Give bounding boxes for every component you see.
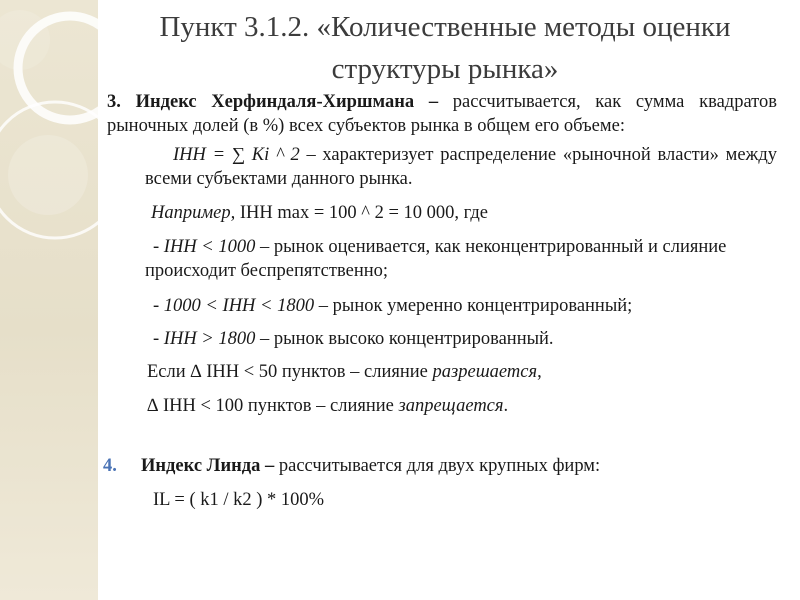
linda-heading: Индекс Линда – [141,456,275,476]
hhi-bullet-2-range: 1000 < IHH < 1800 [163,296,315,316]
hhi-example-label: Например, [151,203,236,223]
hhi-bullet-2-text: – рынок умеренно концентрированный; [314,296,633,316]
merger-rule-1-punct: , [537,362,542,382]
hhi-bullet-1-dash: - [153,237,164,257]
merger-rule-2-verdict: запрещается [398,396,504,416]
linda-number: 4. [103,456,117,476]
hhi-formula-description: – характеризует распределение «рыночной власти» между всеми субъектами данного рынка. [145,145,777,189]
hhi-bullet-2-dash: - [153,296,164,316]
hhi-bullet-3 [103,327,777,351]
hhi-example [103,201,777,225]
hhi-formula [103,143,777,191]
merger-rule-2 [103,394,777,418]
slide-title-line-1: Пункт 3.1.2. «Количественные методы оценки [159,11,731,43]
merger-rule-1-text: Если ∆ IHH < 50 пунктов – слияние [147,362,433,382]
hhi-bullet-1-text: – рынок оценивается, как неконцентрированный и слияние происходит беспрепятственно; [145,237,727,281]
hhi-bullet-1-range: IHH < 1000 [163,237,256,257]
spacer [103,418,777,454]
merger-rule-2-punct: . [503,396,509,416]
hhi-bullet-3-dash: - [153,329,164,349]
decorative-circles [0,0,98,600]
hhi-example-text: IHH max = 100 ^ 2 = 10 000, где [235,203,488,223]
linda-formula: IL = ( k1 / k2 ) * 100% [153,490,325,510]
hhi-bullet-1 [103,235,777,283]
hhi-definition-text: рассчитывается, как сумма квадратов рыночных долей (в %) всех субъектов рынка в общем его объеме: [107,92,777,136]
linda-definition [141,454,600,478]
merger-rule-2-text: ∆ IHH < 100 пунктов – слияние [147,396,399,416]
merger-rule-1 [103,360,777,384]
hhi-heading: 3. Индекс Херфиндаля-Хиршмана – [107,92,439,112]
decorative-sidebar [0,0,98,600]
slide-title [100,6,790,90]
linda-definition-text: рассчитывается для двух крупных фирм: [274,456,601,476]
merger-rule-1-verdict: разрешается [432,362,538,382]
hhi-bullet-3-range: IHH > 1800 [163,329,256,349]
slide-title-line-2: структуры рынка» [331,53,559,85]
hhi-bullet-2 [103,294,777,318]
hhi-bullet-3-text: – рынок высоко концентрированный. [255,329,554,349]
linda-item [103,454,777,478]
hhi-formula-expression: IHH = ∑ Ki ^ 2 [173,145,300,165]
slide-content [103,90,777,512]
hhi-definition [103,90,777,138]
